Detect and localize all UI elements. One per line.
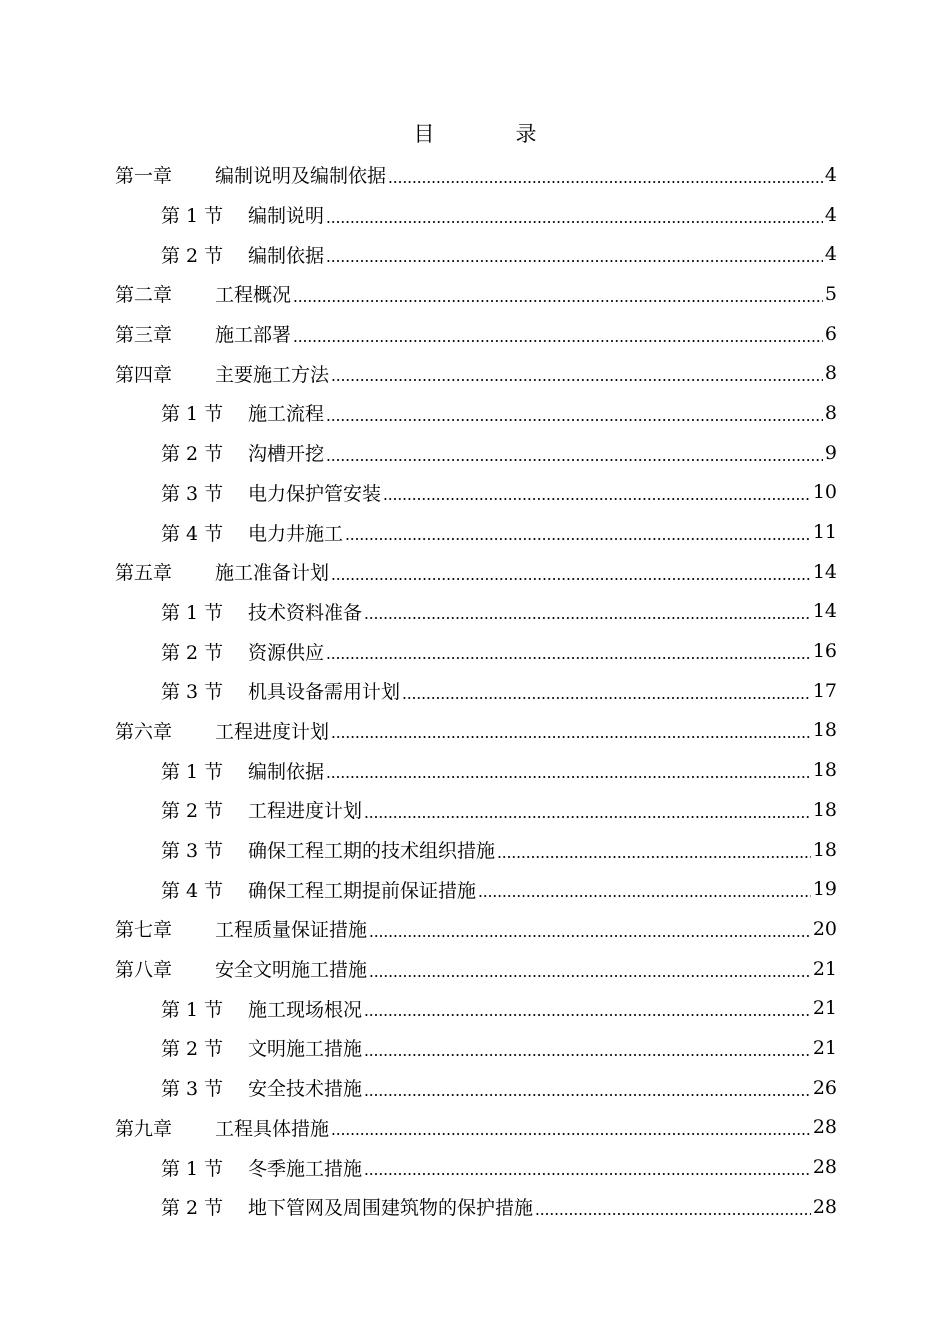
dot-leader xyxy=(326,419,823,421)
toc-entry-title: 工程进度计划 xyxy=(248,800,363,823)
toc-entry-chapter[interactable] xyxy=(115,155,837,195)
toc-entry-page-number: 28 xyxy=(812,1156,837,1179)
dot-leader xyxy=(326,221,823,223)
toc-entry-chapter[interactable] xyxy=(115,909,837,949)
toc-entry-section[interactable] xyxy=(115,830,837,870)
toc-entry-number: 第八章 xyxy=(115,959,173,982)
dot-leader xyxy=(293,340,823,342)
toc-entry-page-number: 26 xyxy=(812,1076,837,1099)
toc-entry-section[interactable] xyxy=(115,869,837,909)
toc-entry-section[interactable] xyxy=(115,473,837,513)
toc-entry-number: 第 3 节 xyxy=(161,482,224,505)
toc-entry-title: 地下管网及周围建筑物的保护措施 xyxy=(248,1197,534,1220)
dot-leader xyxy=(345,538,811,540)
toc-title: 目 录 xyxy=(413,122,567,146)
toc-entry-title: 机具设备需用计划 xyxy=(248,681,401,704)
toc-entry-title: 工程具体措施 xyxy=(215,1117,330,1140)
toc-entry-number: 第 2 节 xyxy=(161,1038,224,1061)
toc-entry-title: 编制依据 xyxy=(248,760,325,783)
toc-entry-title: 主要施工方法 xyxy=(215,363,330,386)
toc-entry-section[interactable] xyxy=(115,1028,837,1068)
toc-entry-number: 第 1 节 xyxy=(161,1157,224,1180)
toc-entry-number: 第 4 节 xyxy=(161,879,224,902)
toc-entry-section[interactable] xyxy=(115,1068,837,1108)
toc-entry-page-number: 8 xyxy=(824,401,837,424)
toc-entry-page-number: 28 xyxy=(812,1195,837,1218)
toc-entry-number: 第 1 节 xyxy=(161,205,224,228)
toc-entry-chapter[interactable] xyxy=(115,949,837,989)
dot-leader xyxy=(388,181,823,183)
toc-entry-number: 第一章 xyxy=(115,165,173,188)
toc-entry-section[interactable] xyxy=(115,393,837,433)
toc-entry-number: 第六章 xyxy=(115,720,173,743)
toc-entry-page-number: 4 xyxy=(824,203,837,226)
toc-entry-chapter[interactable] xyxy=(115,711,837,751)
dot-leader xyxy=(383,498,811,500)
toc-entry-page-number: 14 xyxy=(812,560,837,583)
toc-entry-page-number: 4 xyxy=(824,163,837,186)
toc-entry-number: 第 3 节 xyxy=(161,1078,224,1101)
toc-entry-title: 安全技术措施 xyxy=(248,1078,363,1101)
toc-entry-page-number: 4 xyxy=(824,243,837,266)
toc-entry-title: 施工现场根况 xyxy=(248,998,363,1021)
toc-entry-title: 确保工程工期提前保证措施 xyxy=(248,879,477,902)
toc-entry-page-number: 18 xyxy=(812,719,837,742)
toc-entry-number: 第 1 节 xyxy=(161,403,224,426)
dot-leader xyxy=(326,459,823,461)
toc-entry-title: 电力井施工 xyxy=(248,522,344,545)
dot-leader xyxy=(364,1014,811,1016)
dot-leader xyxy=(364,1094,811,1096)
toc-entry-title: 安全文明施工措施 xyxy=(215,959,368,982)
toc-entry-chapter[interactable] xyxy=(115,1108,837,1148)
toc-entry-section[interactable] xyxy=(115,592,837,632)
toc-entry-chapter[interactable] xyxy=(115,274,837,314)
dot-leader xyxy=(478,895,811,897)
dot-leader xyxy=(331,578,811,580)
toc-entry-page-number: 10 xyxy=(812,481,837,504)
dot-leader xyxy=(364,816,811,818)
toc-entry-page-number: 21 xyxy=(812,957,837,980)
toc-entry-page-number: 5 xyxy=(824,282,837,305)
toc-entry-page-number: 6 xyxy=(824,322,837,345)
dot-leader xyxy=(326,776,811,778)
dot-leader xyxy=(364,1054,811,1056)
toc-list xyxy=(115,155,837,1227)
dot-leader xyxy=(326,657,811,659)
toc-entry-section[interactable] xyxy=(115,631,837,671)
toc-entry-title: 确保工程工期的技术组织措施 xyxy=(248,840,496,863)
toc-entry-page-number: 18 xyxy=(812,798,837,821)
toc-entry-number: 第 2 节 xyxy=(161,244,224,267)
toc-entry-page-number: 11 xyxy=(812,521,837,544)
toc-entry-chapter[interactable] xyxy=(115,314,837,354)
toc-entry-number: 第二章 xyxy=(115,284,173,307)
toc-entry-page-number: 16 xyxy=(812,640,837,663)
toc-entry-title: 施工部署 xyxy=(215,324,292,347)
toc-entry-chapter[interactable] xyxy=(115,353,837,393)
dot-leader xyxy=(497,856,811,858)
toc-entry-section[interactable] xyxy=(115,512,837,552)
toc-entry-section[interactable] xyxy=(115,234,837,274)
toc-entry-number: 第 2 节 xyxy=(161,443,224,466)
toc-entry-number: 第 4 节 xyxy=(161,522,224,545)
toc-entry-page-number: 28 xyxy=(812,1116,837,1139)
toc-entry-page-number: 19 xyxy=(812,878,837,901)
toc-entry-number: 第 2 节 xyxy=(161,1197,224,1220)
toc-entry-title: 电力保护管安装 xyxy=(248,482,382,505)
dot-leader xyxy=(293,300,823,302)
toc-entry-chapter[interactable] xyxy=(115,552,837,592)
toc-entry-title: 工程质量保证措施 xyxy=(215,919,368,942)
toc-entry-page-number: 20 xyxy=(812,917,837,940)
dot-leader xyxy=(364,1173,811,1175)
toc-entry-title: 工程概况 xyxy=(215,284,292,307)
dot-leader xyxy=(326,260,823,262)
toc-entry-number: 第 3 节 xyxy=(161,681,224,704)
toc-entry-title: 编制依据 xyxy=(248,244,325,267)
toc-entry-page-number: 21 xyxy=(812,997,837,1020)
toc-entry-page-number: 8 xyxy=(824,362,837,385)
dot-leader xyxy=(402,697,811,699)
toc-entry-title: 沟槽开挖 xyxy=(248,443,325,466)
toc-entry-section[interactable] xyxy=(115,750,837,790)
toc-entry-page-number: 17 xyxy=(812,679,837,702)
toc-entry-title: 文明施工措施 xyxy=(248,1038,363,1061)
toc-entry-title: 工程进度计划 xyxy=(215,720,330,743)
toc-entry-number: 第三章 xyxy=(115,324,173,347)
dot-leader xyxy=(364,617,811,619)
toc-entry-page-number: 14 xyxy=(812,600,837,623)
toc-entry-page-number: 18 xyxy=(812,759,837,782)
toc-entry-title: 技术资料准备 xyxy=(248,601,363,624)
toc-entry-title: 编制说明及编制依据 xyxy=(215,165,387,188)
toc-entry-page-number: 9 xyxy=(824,441,837,464)
toc-entry-page-number: 21 xyxy=(812,1036,837,1059)
toc-entry-number: 第 1 节 xyxy=(161,601,224,624)
toc-entry-section[interactable] xyxy=(115,1147,837,1187)
toc-entry-number: 第 1 节 xyxy=(161,998,224,1021)
toc-entry-number: 第五章 xyxy=(115,562,173,585)
dot-leader xyxy=(331,379,823,381)
dot-leader xyxy=(535,1213,811,1215)
toc-entry-section[interactable] xyxy=(115,988,837,1028)
toc-entry-section[interactable] xyxy=(115,671,837,711)
toc-entry-section[interactable] xyxy=(115,790,837,830)
dot-leader xyxy=(331,1133,811,1135)
toc-entry-title: 资源供应 xyxy=(248,641,325,664)
toc-entry-number: 第四章 xyxy=(115,363,173,386)
toc-entry-section[interactable] xyxy=(115,195,837,235)
toc-entry-title: 施工流程 xyxy=(248,403,325,426)
toc-entry-title: 施工准备计划 xyxy=(215,562,330,585)
toc-entry-section[interactable] xyxy=(115,1187,837,1227)
toc-entry-title: 冬季施工措施 xyxy=(248,1157,363,1180)
toc-entry-number: 第 3 节 xyxy=(161,840,224,863)
dot-leader xyxy=(369,975,811,977)
toc-entry-page-number: 18 xyxy=(812,838,837,861)
toc-entry-number: 第七章 xyxy=(115,919,173,942)
dot-leader xyxy=(369,935,811,937)
toc-entry-section[interactable] xyxy=(115,433,837,473)
toc-entry-number: 第 1 节 xyxy=(161,760,224,783)
dot-leader xyxy=(331,736,811,738)
toc-entry-number: 第 2 节 xyxy=(161,800,224,823)
toc-entry-number: 第九章 xyxy=(115,1117,173,1140)
toc-entry-number: 第 2 节 xyxy=(161,641,224,664)
toc-entry-title: 编制说明 xyxy=(248,205,325,228)
